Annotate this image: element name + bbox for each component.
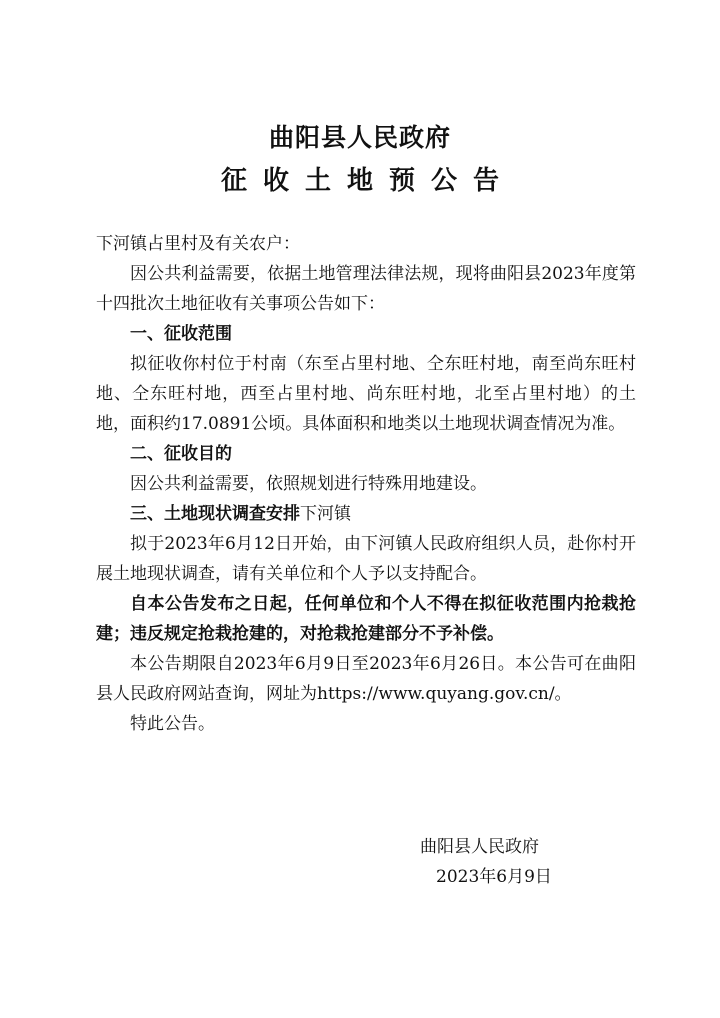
document-body (96, 229, 636, 739)
section3-heading: 三、土地现状调查安排 (130, 504, 300, 524)
section3-paragraph: 拟于2023年6月12日开始，由下河镇人民政府组织人员，赴你村开展土地现状调查，请有关单位和个人予以支持配合。 (96, 534, 636, 584)
document-title: 征收土地预公告 (220, 166, 515, 196)
section2-paragraph: 因公共利益需要，依照规划进行特殊用地建设。 (130, 474, 487, 494)
addressee: 下河镇占里村及有关农户： (96, 234, 300, 254)
closing-text: 特此公告。 (130, 714, 215, 734)
section3-heading-line (96, 499, 636, 529)
signature-org: 曲阳县人民政府 (420, 837, 539, 857)
period-paragraph: 本公告期限自2023年6月9日至2023年6月26日。本公告可在曲阳县人民政府网站查询，网址为https://www.quyang.gov.cn/。 (96, 654, 636, 704)
intro-paragraph: 因公共利益需要，依据土地管理法律法规，现将曲阳县2023年度第十四批次土地征收有关事项公告如下： (96, 264, 636, 314)
section3-heading-suffix: 下河镇 (300, 504, 351, 524)
warning-paragraph: 自本公告发布之日起，任何单位和个人不得在拟征收范围内抢栽抢建；违反规定抢栽抢建的，对抢栽抢建部分不予补偿。 (96, 594, 636, 644)
signature-date: 2023年6月9日 (436, 867, 552, 887)
section1-heading: 一、征收范围 (130, 324, 232, 344)
section1-paragraph: 拟征收你村位于村南（东至占里村地、仝东旺村地，南至尚东旺村地、仝东旺村地，西至占里村地、尚东旺村地，北至占里村地）的土地，面积约17.0891公顷。具体面积和地类以土地现状调查情况为准。 (96, 354, 636, 434)
document-title-org: 曲阳县人民政府 (268, 123, 451, 152)
section2-heading: 二、征收目的 (130, 444, 232, 464)
